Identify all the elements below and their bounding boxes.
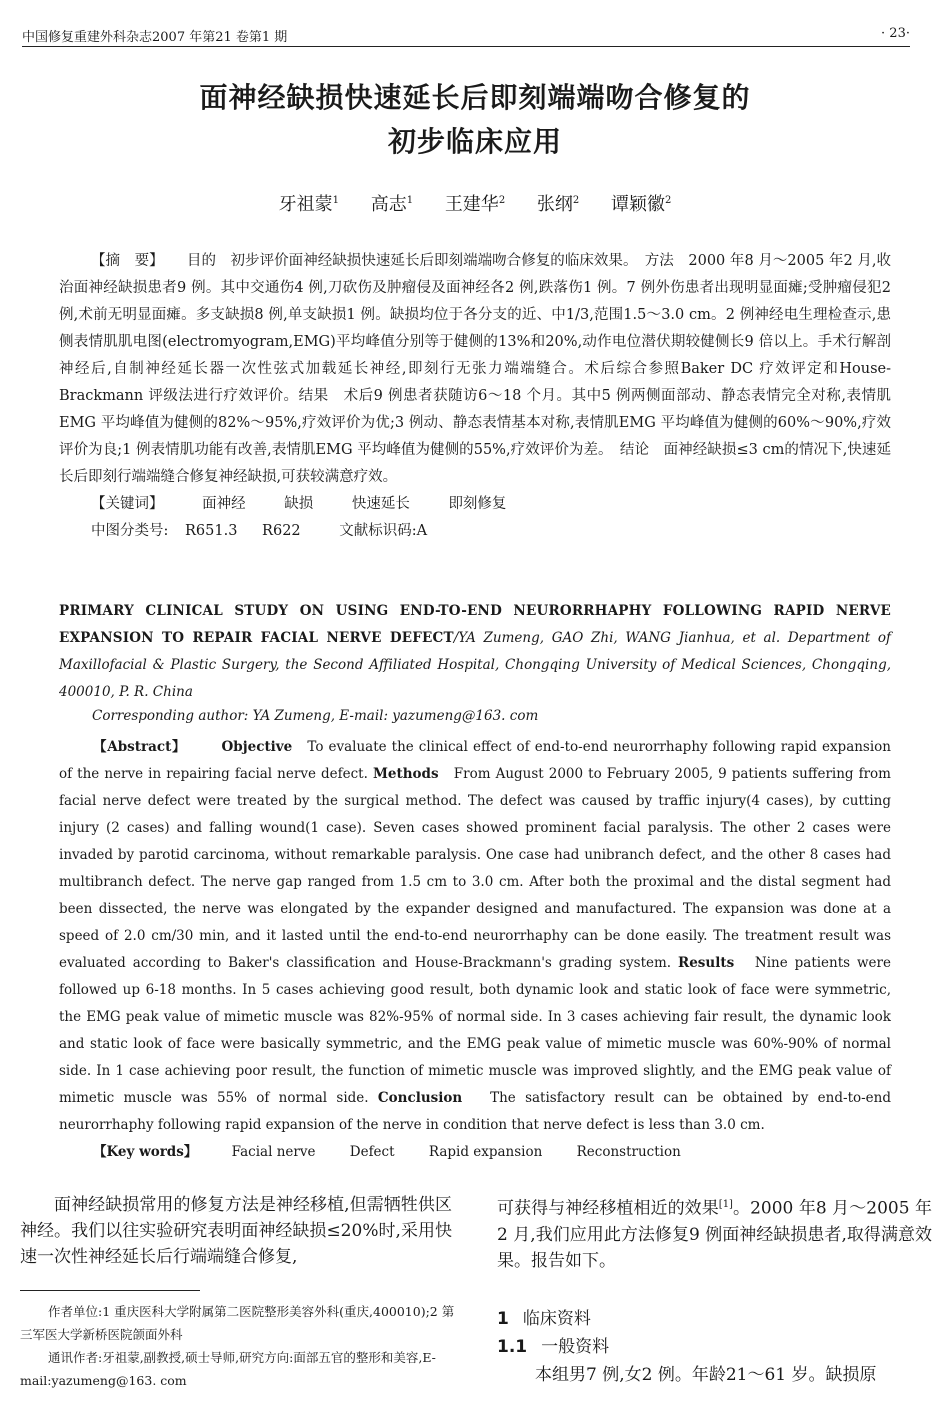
page-number: · 23· [881,26,910,41]
footnote-rule [20,1290,200,1291]
corresponding-author: Corresponding author: YA Zumeng, E-mail: yazumeng@163. com [92,708,539,724]
running-header [22,24,910,47]
section-heading-1-1: 1.1 一般资料 [497,1337,610,1357]
keyword: 面神经 [202,496,246,512]
class-code: R651.3 [185,523,238,539]
footnotes [20,1300,460,1392]
keyword: 缺损 [284,496,314,512]
intro-continued: 可获得与神经移植相近的效果[1]。2000 年8 月～2005 年2 月,我们应用此方法修复9 例面神经缺损患者,取得满意效果。报告如下。 [497,1198,933,1271]
keyword: 即刻修复 [448,496,507,512]
body-right-column [497,1192,932,1274]
author: 牙祖蒙$^1$ [278,194,339,215]
abstract-label: 【Abstract】 [93,739,187,755]
author: 高志$^1$ [370,194,414,215]
author-affiliation-note: 作者单位:1 重庆医科大学附属第二医院整形美容外科(重庆,400010);2 第三军医大学新桥医院颌面外科 [20,1304,455,1342]
results-text: Nine patients were followed up 6-18 months. In 5 cases achieving good result, both dynamic look and static look of face were symmetric, the EMG peak value of mimetic muscle was 82%-95% of normal side. In 3 cases achieving fair result, the dynamic look and static look of face were basically symmetric, and the EMG peak value of mimetic muscle was 60%-90% of normal side. In 1 case achieving poor result, the function of mimetic muscle was improved slightly, and the EMG peak value of mimetic muscle was 55% of normal side. [59,955,891,1106]
article-title-line2: 初步临床应用 [387,125,562,158]
body-left-column [20,1192,452,1270]
author: 王建华$^2$ [444,194,506,215]
author-list [0,190,950,216]
chinese-abstract [59,248,891,545]
keywords-label: 【关键词】 [91,496,164,512]
keyword: Rapid expansion [428,1144,543,1160]
objective-label: Objective [221,739,293,755]
keyword: 快速延长 [351,496,410,512]
results-label: Results [677,955,735,971]
english-abstract [59,734,891,1166]
author: 谭颖徽$^2$ [611,194,672,215]
section-heading-1: 1 临床资料 [497,1309,591,1329]
class-code: R622 [262,523,301,539]
article-title-line1: 面神经缺损快速延长后即刻端端吻合修复的 [199,81,751,114]
keyword: Defect [349,1144,395,1160]
keywords-row [59,491,891,518]
author: 张纲$^2$ [536,194,580,215]
conclusion-text: The satisfactory result can be obtained by end-to-end neurorrhaphy following rapid expansion of the nerve in condition that nerve defect is less than 3.0 cm. [59,1090,892,1133]
methods-text: From August 2000 to February 2005, 9 patients suffering from facial nerve defect were treated by the surgical method. The defect was caused by traffic injury(4 cases), by cutting injury (2 cases) and falling wound(1 case). Seven cases showed prominent facial paralysis. The other 2 cases were invaded by parotid carcinoma, without remarkable paralysis. One case had unibranch defect, and the other 8 cases had multibranch defect. The nerve gap ranged from 1.5 cm to 3.0 cm. After both the proximal and the distal segment had been dissected, the nerve was elongated by the expander designed and manufactured. The expansion was done at a speed of 2.0 cm/30 min, and it lasted until the end-to-end neurorrhaphy can be done easily. The treatment result was evaluated according to Baker's classification and House-Brackmann's grading system. [59,766,891,971]
keyword: Reconstruction [576,1144,681,1160]
english-title-block [59,598,891,706]
classification-row [59,518,891,545]
doc-code: 文献标识码:A [339,523,428,539]
abstract-text: 目的 初步评价面神经缺损快速延长后即刻端端吻合修复的临床效果。 方法 2000 年8 月～2005 年2 月,收治面神经缺损患者9 例。其中交通伤4 例,刀砍伤及肿瘤侵及面神经各2 例,跌落伤1 例。7 例外伤患者出现明显面瘫;受肿瘤侵犯2 例,术前无明显面瘫。多支缺损8 例,单支缺损1 例。缺损均位于各分支的近、中1/3,范围1.5～3.0 cm。2 例神经电生理检查示,患侧表情肌肌电图(electromyogram,EMG)平均峰值分别等于健侧的13%和20%,动作电位潜伏期较健侧长9 倍以上。手术行解剖神经后,自制神经延长器一次性弦式加载延长神经,即刻行无张力端端缝合。术后综合参照Baker DC 疗效评定和House-Brackmann 评级法进行疗效评价。结果 术后9 例患者获随访6～18 个月。其中5 例两侧面部动、静态表情完全对称,表情肌EMG 平均峰值为健侧的82%～95%,疗效评价为优;3 例动、静态表情基本对称,表情肌EMG 平均峰值为健侧的60%～90%,疗效评价为良;1 例表情肌功能有改善,表情肌EMG 平均峰值为健侧的55%,疗效评价为差。 结论 面神经缺损≤3 cm的情况下,快速延长后即刻行端端缝合修复神经缺损,可获较满意疗效。 [59,253,892,485]
keyword: Facial nerve [231,1144,316,1160]
keywords-label: 【Key words】 [93,1144,198,1160]
journal-name: 中国修复重建外科杂志2007 年第21 卷第1 期 [22,30,288,45]
class-label: 中图分类号: [91,523,169,539]
english-affiliation: /YA Zumeng, GAO Zhi, WANG Jianhua, et al. Department of Maxillofacial & Plastic Surgery, the Second Affiliated Hospital, Chongqing University of Medical Sciences, Chongqing, 400010, P. R. China [59,630,891,700]
english-title: PRIMARY CLINICAL STUDY ON USING END-TO-END NEURORRHAPHY FOLLOWING RAPID NERVE EXPANSION TO REPAIR FACIAL NERVE DEFECT [59,603,891,646]
section-text: 本组男7 例,女2 例。年龄21～61 岁。缺损原 [535,1365,877,1385]
english-keywords-row [59,1139,891,1166]
intro-paragraph: 面神经缺损常用的修复方法是神经移植,但需牺牲供区神经。我们以往实验研究表明面神经缺损≤20%时,采用快速一次性神经延长后行端端缝合修复, [20,1195,452,1267]
corresponding-author-note: 通讯作者:牙祖蒙,副教授,硕士导师,研究方向:面部五官的整形和美容,E-mail:yazumeng@163. com [20,1350,436,1388]
reference-marker: [1] [718,1199,733,1210]
methods-label: Methods [372,766,439,782]
conclusion-label: Conclusion [377,1090,463,1106]
objective-text: To evaluate the clinical effect of end-to-end neurorrhaphy following rapid expansion of the nerve in repairing facial nerve defect. [59,739,891,782]
abstract-label: 【摘 要】 [91,253,164,269]
